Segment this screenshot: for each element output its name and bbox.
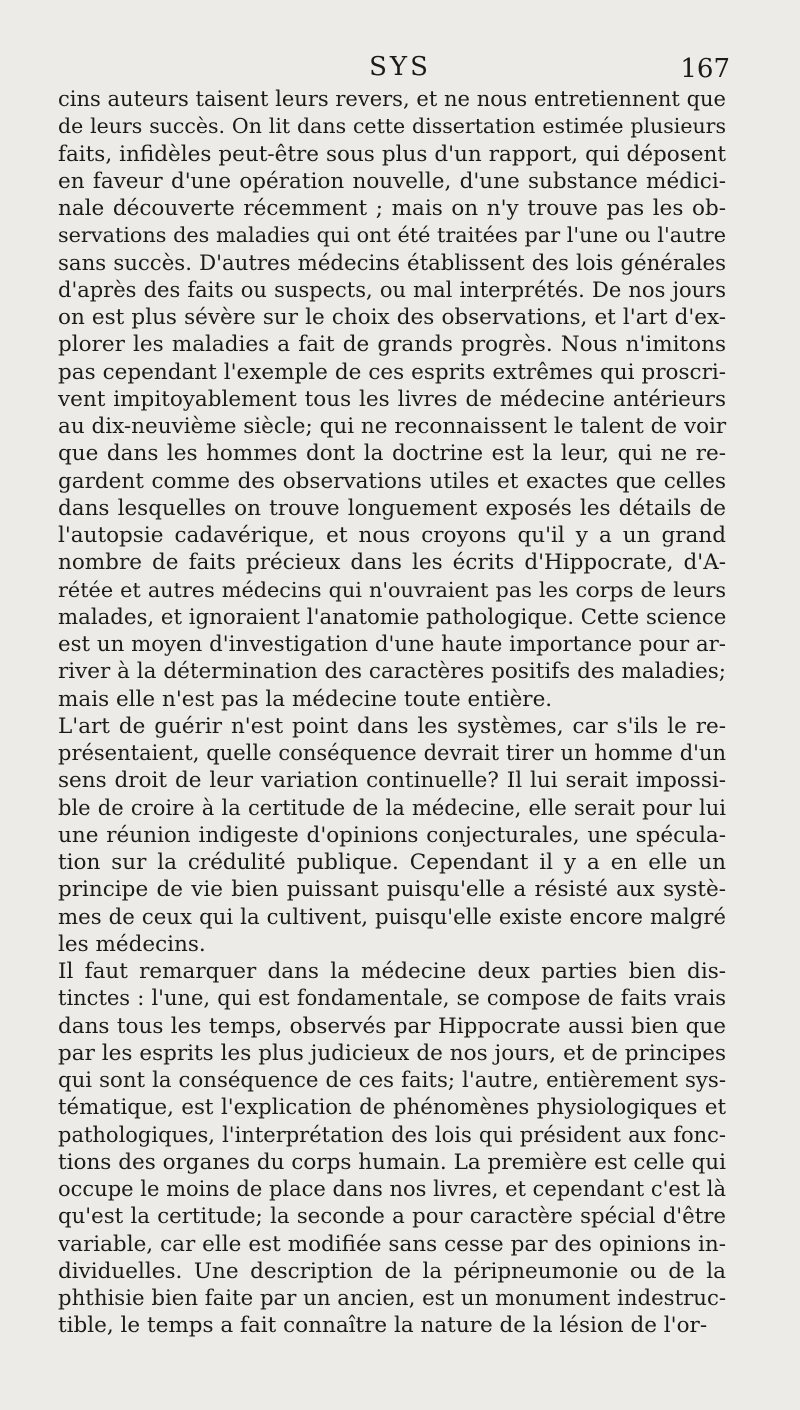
paragraph: [58, 958, 726, 1340]
text-line: une réunion indigeste d'opinions conjecturales, une spécula-: [58, 822, 726, 848]
text-line: cins auteurs taisent leurs revers, et ne nous entretiennent que: [58, 87, 726, 111]
text-line: malades, et ignoraient l'anatomie pathologique. Cette science: [58, 604, 727, 630]
page-body: [58, 86, 726, 1340]
text-line: tématique, est l'explication de phénomènes physiologiques et: [58, 1095, 726, 1121]
text-line: nombre de faits précieux dans les écrits d'Hippocrate, d'A-: [58, 550, 726, 576]
text-line: dans tous les temps, observés par Hippocrate aussi bien que: [58, 1013, 726, 1039]
text-line: servations des maladies qui ont été traitées par l'une ou l'autre: [58, 223, 726, 248]
text-line: en faveur d'une opération nouvelle, d'une substance médici-: [58, 168, 726, 194]
text-line: qu'est la certitude; la seconde a pour caractère spécial d'être: [58, 1204, 726, 1230]
text-line: nale découverte récemment ; mais on n'y trouve pas les ob-: [58, 196, 726, 221]
text-line: les médecins.: [58, 931, 206, 957]
text-line: qui sont la conséquence de ces faits; l'autre, entièrement sys-: [58, 1068, 726, 1093]
text-line: tion sur la crédulité publique. Cependant il y a en elle un: [58, 850, 726, 875]
page-number: 167: [680, 54, 730, 84]
text-line: pathologiques, l'interprétation des lois qui président aux fonc-: [58, 1122, 726, 1147]
text-line: principe de vie bien puissant puisqu'elle a résisté aux systè-: [58, 877, 726, 903]
text-line: mes de ceux qui la cultivent, puisqu'elle existe encore malgré: [58, 904, 726, 930]
text-line: tions des organes du corps humain. La première est celle qui: [58, 1149, 726, 1175]
text-line: plorer les maladies a fait de grands progrès. Nous n'imitons: [58, 332, 726, 358]
text-line: rétée et autres médecins qui n'ouvraient pas les corps de leurs: [58, 577, 726, 602]
text-line: que dans les hommes dont la doctrine est la leur, qui ne re-: [58, 441, 726, 467]
text-line: d'après des faits ou suspects, ou mal interprétés. De nos jours: [58, 277, 726, 302]
paragraph: [58, 713, 726, 958]
text-line: par les esprits les plus judicieux de nos jours, et de principes: [58, 1040, 726, 1066]
text-line: L'art de guérir n'est point dans les systèmes, car s'ils le re-: [58, 713, 726, 739]
running-head: SYS: [369, 52, 431, 82]
text-line: gardent comme des observations utiles et exactes que celles: [58, 468, 726, 494]
text-line: pas cependant l'exemple de ces esprits extrêmes qui proscri-: [58, 359, 726, 385]
text-line: sans succès. D'autres médecins établissent des lois générales: [58, 250, 726, 276]
text-line: variable, car elle est modifiée sans cesse par des opinions in-: [58, 1231, 726, 1257]
text-line: on est plus sévère sur le choix des observations, et l'art d'ex-: [58, 305, 726, 330]
text-line: tinctes : l'une, qui est fondamentale, se compose de faits vrais: [58, 986, 726, 1011]
text-line: de leurs succès. On lit dans cette dissertation estimée plusieurs: [58, 114, 726, 139]
text-line: dans lesquelles on trouve longuement exposés les détails de: [58, 495, 726, 521]
text-line: est un moyen d'investigation d'une haute importance pour ar-: [58, 632, 726, 657]
text-line: Il faut remarquer dans la médecine deux parties bien dis-: [58, 959, 726, 984]
text-line: au dix-neuvième siècle; qui ne reconnaissent le talent de voir: [58, 414, 727, 439]
text-line: sens droit de leur variation continuelle? Il lui serait impossi-: [58, 768, 726, 794]
text-line: tible, le temps a fait connaître la nature de la lésion de l'or-: [58, 1313, 708, 1339]
text-line: vent impitoyablement tous les livres de médecine antérieurs: [58, 386, 726, 412]
text-line: river à la détermination des caractères positifs des maladies;: [58, 659, 726, 685]
text-line: dividuelles. Une description de la péripneumonie ou de la: [58, 1258, 726, 1284]
paragraph: [58, 86, 726, 713]
text-line: présentaient, quelle conséquence devrait tirer un homme d'un: [58, 741, 726, 765]
text-line: faits, infidèles peut-être sous plus d'un rapport, qui déposent: [58, 141, 726, 167]
text-line: mais elle n'est pas la médecine toute entière.: [58, 686, 553, 712]
text-line: ble de croire à la certitude de la médecine, elle serait pour lui: [58, 795, 726, 820]
text-line: l'autopsie cadavérique, et nous croyons qu'il y a un grand: [58, 523, 726, 548]
text-line: occupe le moins de place dans nos livres, et cependant c'est là: [58, 1177, 726, 1201]
text-line: phthisie bien faite par un ancien, est un monument indestruc-: [58, 1286, 727, 1311]
